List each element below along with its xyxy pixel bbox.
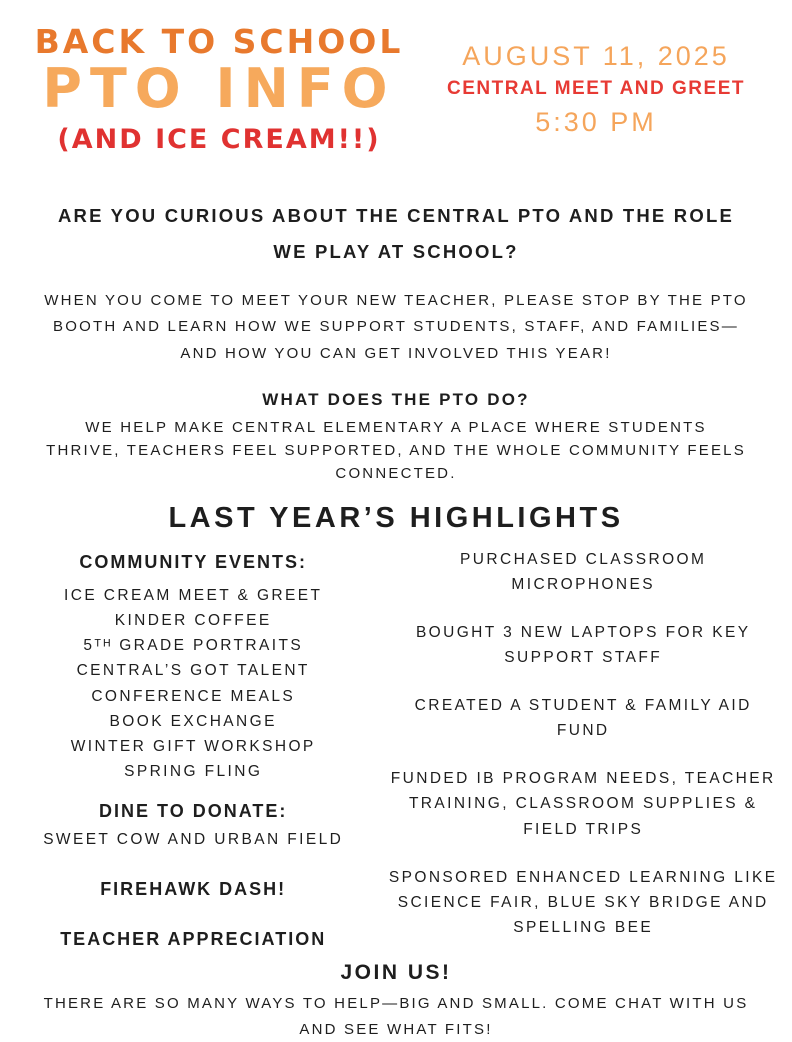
dine-to-donate-heading: DINE TO DONATE:: [99, 800, 288, 821]
intro-paragraph: WHEN YOU COME TO MEET YOUR NEW TEACHER, PLEASE STOP BY THE PTO BOOTH AND LEARN HOW WE SUPPORT STUDENTS, STAFF, AND FAMILIES— AND HOW YOU CAN GET INVOLVED THIS YEAR!: [44, 292, 748, 362]
highlights-title: LAST YEAR’S HIGHLIGHTS: [168, 501, 624, 534]
flyer-header: [0, 18, 792, 178]
event-name: CENTRAL MEET AND GREET: [447, 78, 745, 100]
event-time: 5:30 PM: [535, 107, 657, 138]
what-does-pto-do-paragraph: WE HELP MAKE CENTRAL ELEMENTARY A PLACE WHERE STUDENTS THRIVE, TEACHERS FEEL SUPPORTED, AND THE WHOLE COMMUNITY FEELS CONNECTED.: [46, 418, 746, 483]
join-us-paragraph: THERE ARE SO MANY WAYS TO HELP—BIG AND SMALL. COME CHAT WITH US AND SEE WHAT FITS!: [43, 995, 749, 1038]
accomplishment-item: SPONSORED ENHANCED LEARNING LIKE SCIENCE FAIR, BLUE SKY BRIDGE AND SPELLING BEE: [388, 868, 778, 936]
teacher-appreciation-heading: TEACHER APPRECIATION: [60, 928, 327, 949]
community-events-list: [6, 583, 380, 784]
accomplishments-column: [380, 547, 786, 963]
accomplishments-list: [380, 547, 786, 940]
community-event-item: CONFERENCE MEALS: [91, 687, 296, 705]
community-event-item: WINTER GIFT WORKSHOP: [70, 737, 316, 755]
join-us-heading: JOIN US!: [340, 961, 452, 985]
community-events-heading: COMMUNITY EVENTS:: [79, 551, 308, 572]
community-event-item: ICE CREAM MEET & GREET: [64, 587, 323, 605]
event-details-block: [426, 18, 766, 138]
community-event-item: CENTRAL’S GOT TALENT: [76, 662, 310, 680]
community-event-item: KINDER COFFEE: [114, 612, 272, 630]
what-does-pto-do-heading: WHAT DOES THE PTO DO?: [262, 389, 530, 409]
firehawk-dash-heading: FIREHAWK DASH!: [100, 879, 287, 900]
highlights-columns: [0, 547, 792, 963]
event-date: AUGUST 11, 2025: [462, 41, 730, 71]
community-event-item: BOOK EXCHANGE: [109, 712, 277, 730]
intro-heading: ARE YOU CURIOUS ABOUT THE CENTRAL PTO AND THE ROLE WE PLAY AT SCHOOL?: [58, 205, 734, 263]
dine-to-donate-text: SWEET COW AND URBAN FIELD: [43, 831, 344, 849]
title-back-to-school: BACK TO SCHOOL: [34, 22, 404, 61]
title-ice-cream: (AND ICE CREAM!!): [57, 124, 381, 156]
accomplishment-item: PURCHASED CLASSROOM MICROPHONES: [460, 550, 707, 593]
accomplishment-item: CREATED A STUDENT & FAMILY AID FUND: [414, 697, 752, 740]
community-event-item: SPRING FLING: [124, 762, 263, 780]
accomplishment-item: BOUGHT 3 NEW LAPTOPS FOR KEY SUPPORT STAFF: [415, 623, 751, 667]
join-us-section: [0, 961, 792, 1042]
community-event-item: 5ᵀᴴ GRADE PORTRAITS: [83, 637, 304, 655]
flyer-title-block: [24, 18, 414, 155]
intro-section: [0, 198, 792, 486]
community-events-column: [6, 547, 380, 963]
title-pto-info: PTO INFO: [42, 57, 396, 121]
accomplishment-item: FUNDED IB PROGRAM NEEDS, TEACHER TRAINING, CLASSROOM SUPPLIES & FIELD TRIPS: [390, 770, 776, 838]
